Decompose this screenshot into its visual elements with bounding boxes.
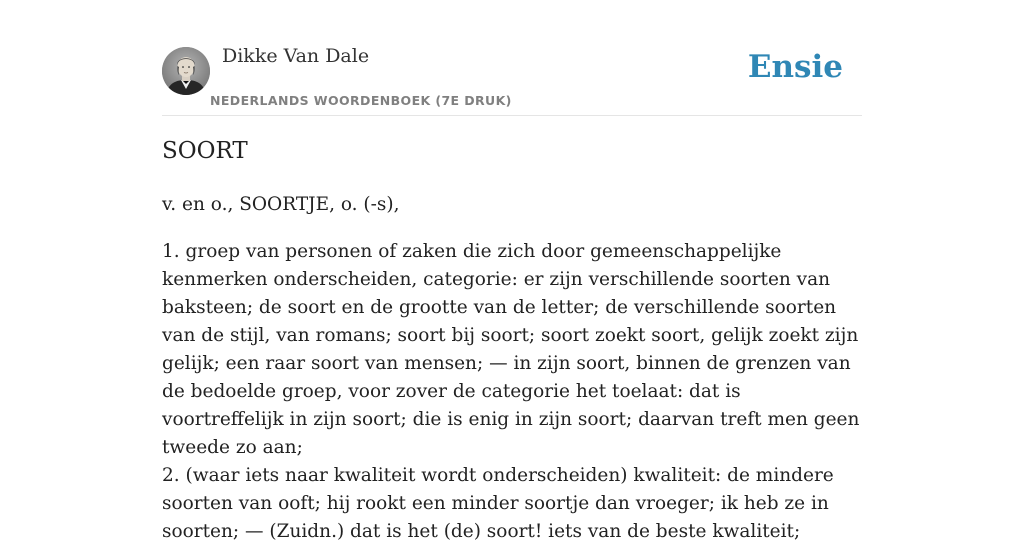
- definition-1: 1. groep van personen of zaken die zich door gemeenschappelijke kenmerken onderscheiden, categorie: er zijn verschillende soorten van baksteen; de soort en de grootte van de letter; de verschillende soorten van de stijl, van romans; soort bij soort; soort zoekt soort, gelijk zoekt zijn gelijk; een raar soort van mensen; — in zijn soort, binnen de grenzen van de bedoelde groep, voor zover de categorie het toelaat: dat is voortreffelijk in zijn soort; die is enig in zijn soort; daarvan treft men geen tweede zo aan;: [162, 241, 860, 458]
- entry-body: [162, 191, 862, 546]
- entry-header: [162, 0, 862, 116]
- definition-2: 2. (waar iets naar kwaliteit wordt onderscheiden) kwaliteit: de mindere soorten van ooft; hij rookt een minder soortje dan vroeger; ik heb ze in soorten; — (Zuidn.) dat is het (de) soort! iets van de beste kwaliteit;: [162, 465, 834, 542]
- author-name[interactable]: Dikke Van Dale: [222, 45, 370, 67]
- author-avatar: [162, 47, 210, 95]
- source-title[interactable]: NEDERLANDS WOORDENBOEK (7E DRUK): [210, 93, 512, 108]
- ensie-logo[interactable]: Ensie: [747, 49, 843, 85]
- author-portrait-icon: [162, 47, 210, 95]
- grammar-info: v. en o., SOORTJE, o. (-s),: [162, 194, 400, 215]
- entry-headword: SOORT: [162, 138, 248, 164]
- dictionary-entry-page: [162, 0, 862, 542]
